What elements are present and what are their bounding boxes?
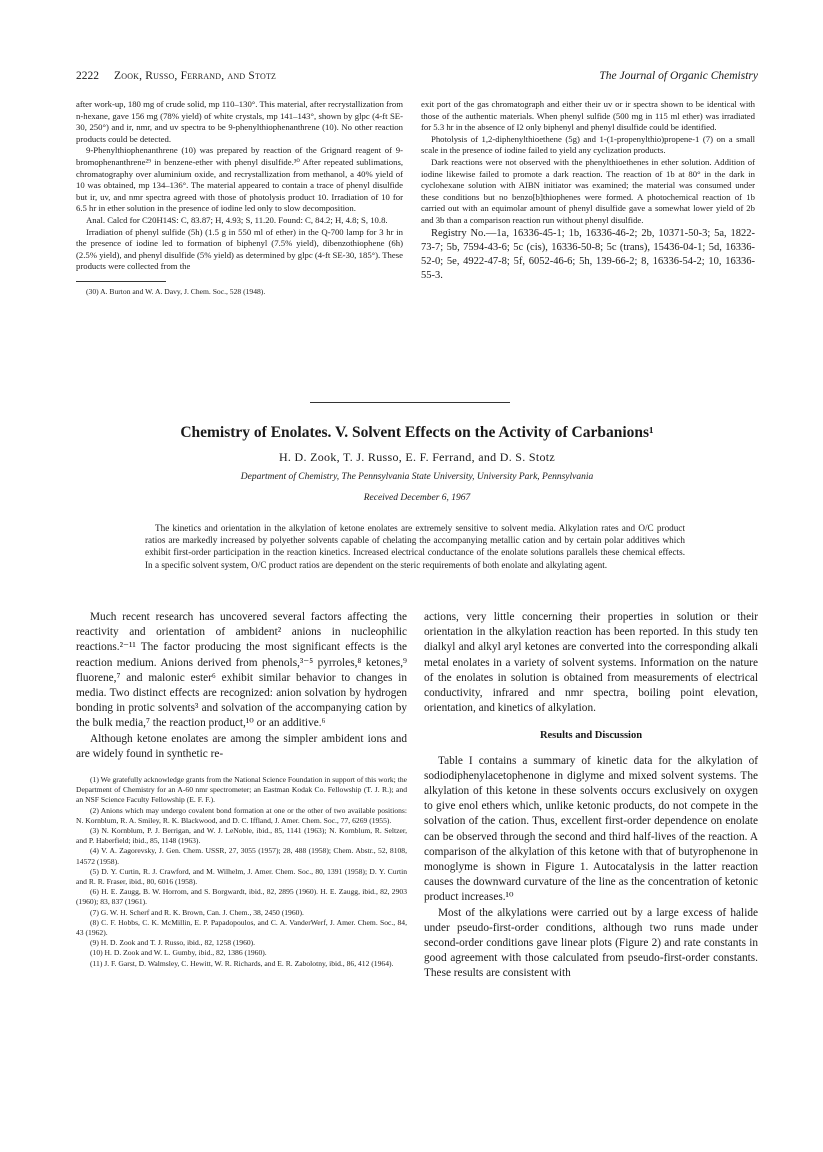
running-authors: Zook, Russo, Ferrand, and Stotz [114, 70, 277, 82]
paragraph: exit port of the gas chromatograph and either their uv or ir spectra shown to be identical with those of the authentic materials. When phenyl sulfide (500 mg in 115 ml ether) was irradiated for 5.3 hr in the absence of I2 only biphenyl and phenyl disulfide could be identified. [421, 99, 755, 133]
main-left-column [76, 610, 407, 969]
paragraph: Much recent research has uncovered several factors affecting the reactivity and orientation of ambident² anions in nucleophilic reactions.²⁻¹¹ The factor producing the most significant effects is the reaction medium. Anions derived from phenols,³⁻⁵ pyrroles,⁸ ketones,⁹ fluorene,⁷ and malonic ester⁶ exhibit similar behavior to changes in media. Two distinct effects are recognized: anion solvation by hydrogen bonding in protic solvents³ and solvation of the accompanying cation by the bulk media,⁷ the reaction product,¹⁰ or an additive.⁶ [76, 611, 407, 730]
main-right-column [424, 610, 758, 982]
footnote-rule [76, 281, 166, 282]
footnote: (1) We gratefully acknowledge grants from the National Science Foundation in support of this work; the Department of Chemistry for an A-60 nmr spectrometer; an Eastman Kodak Co. Fellowship (T. J. R.); and an NSF Science Faculty Fellowship (E. F. F.). [76, 775, 407, 805]
paragraph: Irradiation of phenyl sulfide (5h) (1.5 g in 550 ml of ether) in the Q-700 lamp for 3 hr in the presence of iodine led to formation of biphenyl (7.5% yield), dibenzothiophene (6h) (2.5% yield), and phenyl disulfide (5% yield) as determined by glpc (4-ft SE-30, 185°). These products were collected from the [76, 226, 403, 272]
running-header [76, 70, 758, 86]
top-left-column [76, 99, 403, 297]
abstract [145, 522, 685, 571]
paragraph: Dark reactions were not observed with the phenylthioethenes in ether solution. Addition of iodine likewise failed to promote a dark reaction. The reaction of 1b at 80° in the dark in cyclohexane solution with AIBN initiator was examined; the material was consumed under these conditions but no benzo[b]thiophenes were formed. A photochemical reaction of 1b carried out with an equimolar amount of phenyl disulfide gave a somewhat lower yield of 2b and 3b than a comparison reaction run without phenyl disulfide. [421, 156, 755, 225]
footnote: (2) Anions which may undergo covalent bond formation at one or the other of two available positions: N. Kornblum, R. A. Smiley, R. K. Blackwood, and D. C. Iffland, J. Amer. Chem. Soc., 77, 6269 (1955). [76, 805, 407, 825]
footnotes [76, 775, 407, 969]
section-heading: Results and Discussion [539, 730, 643, 742]
paragraph: Photolysis of 1,2-diphenylthioethene (5g) and 1-(1-propenylthio)propene-1 (7) on a small scale in the presence of iodine failed to yield any cyclization products. [421, 133, 755, 156]
footnote: (6) H. E. Zaugg, B. W. Horrom, and S. Borgwardt, ibid., 82, 2895 (1960). H. E. Zaugg, ibid., 82, 2903 (1960); 83, 837 (1961). [76, 887, 407, 907]
registry-numbers: Registry No.—1a, 16336-45-1; 1b, 16336-46-2; 2b, 10371-50-3; 5a, 1822-73-7; 5b, 7594-43-6; 5c (cis), 16336-50-8; 5c (trans), 15436-04-1; 5d, 16336-52-0; 5e, 4922-47-8; 5f, 6052-46-6; 5h, 139-66-2; 8, 16336-54-2; 10, 16336-55-3. [421, 227, 755, 281]
footnote: (4) V. A. Zagorevsky, J. Gen. Chem. USSR, 27, 3055 (1957); 28, 488 (1958); Chem. Abstr., 52, 8108, 14572 (1958). [76, 846, 407, 866]
top-right-column [421, 99, 755, 283]
footnote: (3) N. Kornblum, P. J. Berrigan, and W. J. LeNoble, ibid., 85, 1141 (1963); N. Kornblum, R. Seltzer, and P. Haberfield; ibid., 85, 1148 (1963). [76, 826, 407, 846]
footnote: (7) G. W. H. Scherf and R. K. Brown, Can. J. Chem., 38, 2450 (1960). [90, 907, 304, 917]
section-divider [310, 402, 510, 403]
paragraph: Table I contains a summary of kinetic data for the alkylation of sodiodiphenylacetophenone in diglyme and mixed solvent systems. The alkylation of this ketone in these solvents occurs exclusively on oxygen to give enol ethers which, unlike ketonic products, do not compete in the solvation of the cation. Thus, excellent first-order dependence on enolate can be observed through the second and third half-lives of the reaction. A comparison of the alkylation of this ketone with that of butyrophenone in monoglyme is shown in Figure 1. Autocatalysis in the latter reaction causes the downward curvature of the line as the concentration of ketonic product increases.¹⁰ [424, 754, 758, 904]
received-date: Received December 6, 1967 [363, 493, 471, 503]
paragraph: after work-up, 180 mg of crude solid, mp 110–130°. This material, after recrystallization from n-hexane, gave 156 mg (78% yield) of white crystals, mp 141–143°, shown by glpc (4-ft SE-30, 250°) and ir, nmr, and uv spectra to be 9-phenylthiophenanthrene (10). No other reaction products could be detected. [76, 99, 403, 144]
paragraph: Although ketone enolates are among the simpler ambident ions and are widely found in synthetic re- [76, 732, 407, 760]
affiliation: Department of Chemistry, The Pennsylvania State University, University Park, Pennsylvania [240, 472, 594, 482]
footnote: (30) A. Burton and W. A. Davy, J. Chem. Soc., 528 (1948). [86, 286, 266, 296]
footnote: (11) J. F. Garst, D. Walmsley, C. Hewitt, W. R. Richards, and E. R. Zabolotny, ibid., 86, 412 (1964). [90, 958, 394, 968]
journal-name: The Journal of Organic Chemistry [599, 70, 758, 82]
paragraph: actions, very little concerning their properties in solution or their orientation in the alkylation reaction has been reported. In this study ten dialkyl and alkyl aryl ketones are converted into the corresponding alkali metal enolates in a variety of solvent systems. Information on the nature of the enolates in solution is obtained from measurements of electrical conductivity, infrared and nmr spectra, boiling point elevation, orientation, and kinetics of alkylation. [424, 611, 758, 715]
footnote: (5) D. Y. Curtin, R. J. Crawford, and M. Wilhelm, J. Amer. Chem. Soc., 80, 1391 (1958); D. Y. Curtin and R. R. Fraser, ibid., 80, 6016 (1958). [76, 866, 407, 887]
article-authors: H. D. Zook, T. J. Russo, E. F. Ferrand, and D. S. Stotz [278, 450, 556, 464]
page-number: 2222 [76, 70, 99, 82]
paragraph: Anal. Calcd for C20H14S: C, 83.87; H, 4.93; S, 11.20. Found: C, 84.2; H, 4.8; S, 10.8. [86, 214, 388, 225]
paragraph: Most of the alkylations were carried out by a large excess of halide under pseudo-first-order conditions, although two runs made under second-order conditions gave linear plots (Figure 2) and rate constants in good agreement with those calculated from pseudo-first-order constants. These results are consistent with [424, 906, 758, 980]
footnote: (8) C. F. Hobbs, C. K. McMillin, E. P. Papadopoulos, and C. A. VanderWerf, J. Amer. Chem. Soc., 84, 43 (1962). [76, 917, 407, 938]
footnote: (9) H. D. Zook and T. J. Russo, ibid., 82, 1258 (1960). [90, 938, 256, 948]
article-title: Chemistry of Enolates. V. Solvent Effects on the Activity of Carbanions¹ [180, 424, 654, 441]
footnote: (10) H. D. Zook and W. L. Gumby, ibid., 82, 1386 (1960). [90, 948, 267, 958]
paragraph: 9-Phenylthiophenanthrene (10) was prepared by reaction of the Grignard reagent of 9-bromophenanthrene²⁹ in benzene-ether with phenyl disulfide.³⁰ After repeated sublimations, chromatography over aluminium oxide, and recrystallization from methanol, a 40% yield of 10 was obtained, mp 134–136°. The material appeared to contain a trace of phenyl disulfide but ir, uv, and nmr spectra agreed with those of photolysis product 10. Irradiation of 10 for 6.5 hr in ether solution in the presence of iodine led only to slow decomposition. [76, 145, 403, 214]
abstract-text: The kinetics and orientation in the alkylation of ketone enolates are extremely sensitive to solvent media. Alkylation rates and O/C product ratios are markedly increased by polyether solvents capable of chelating the accompanying metallic cation and by certain polar additives which exhibit first-order participation in the reaction kinetics. Increased electrical conductance of the enolate solutions parallels these chemical effects. In a specific solvent system, O/C product ratios are dependent on the steric requirements of both enolate and alkylating agent. [145, 523, 685, 570]
